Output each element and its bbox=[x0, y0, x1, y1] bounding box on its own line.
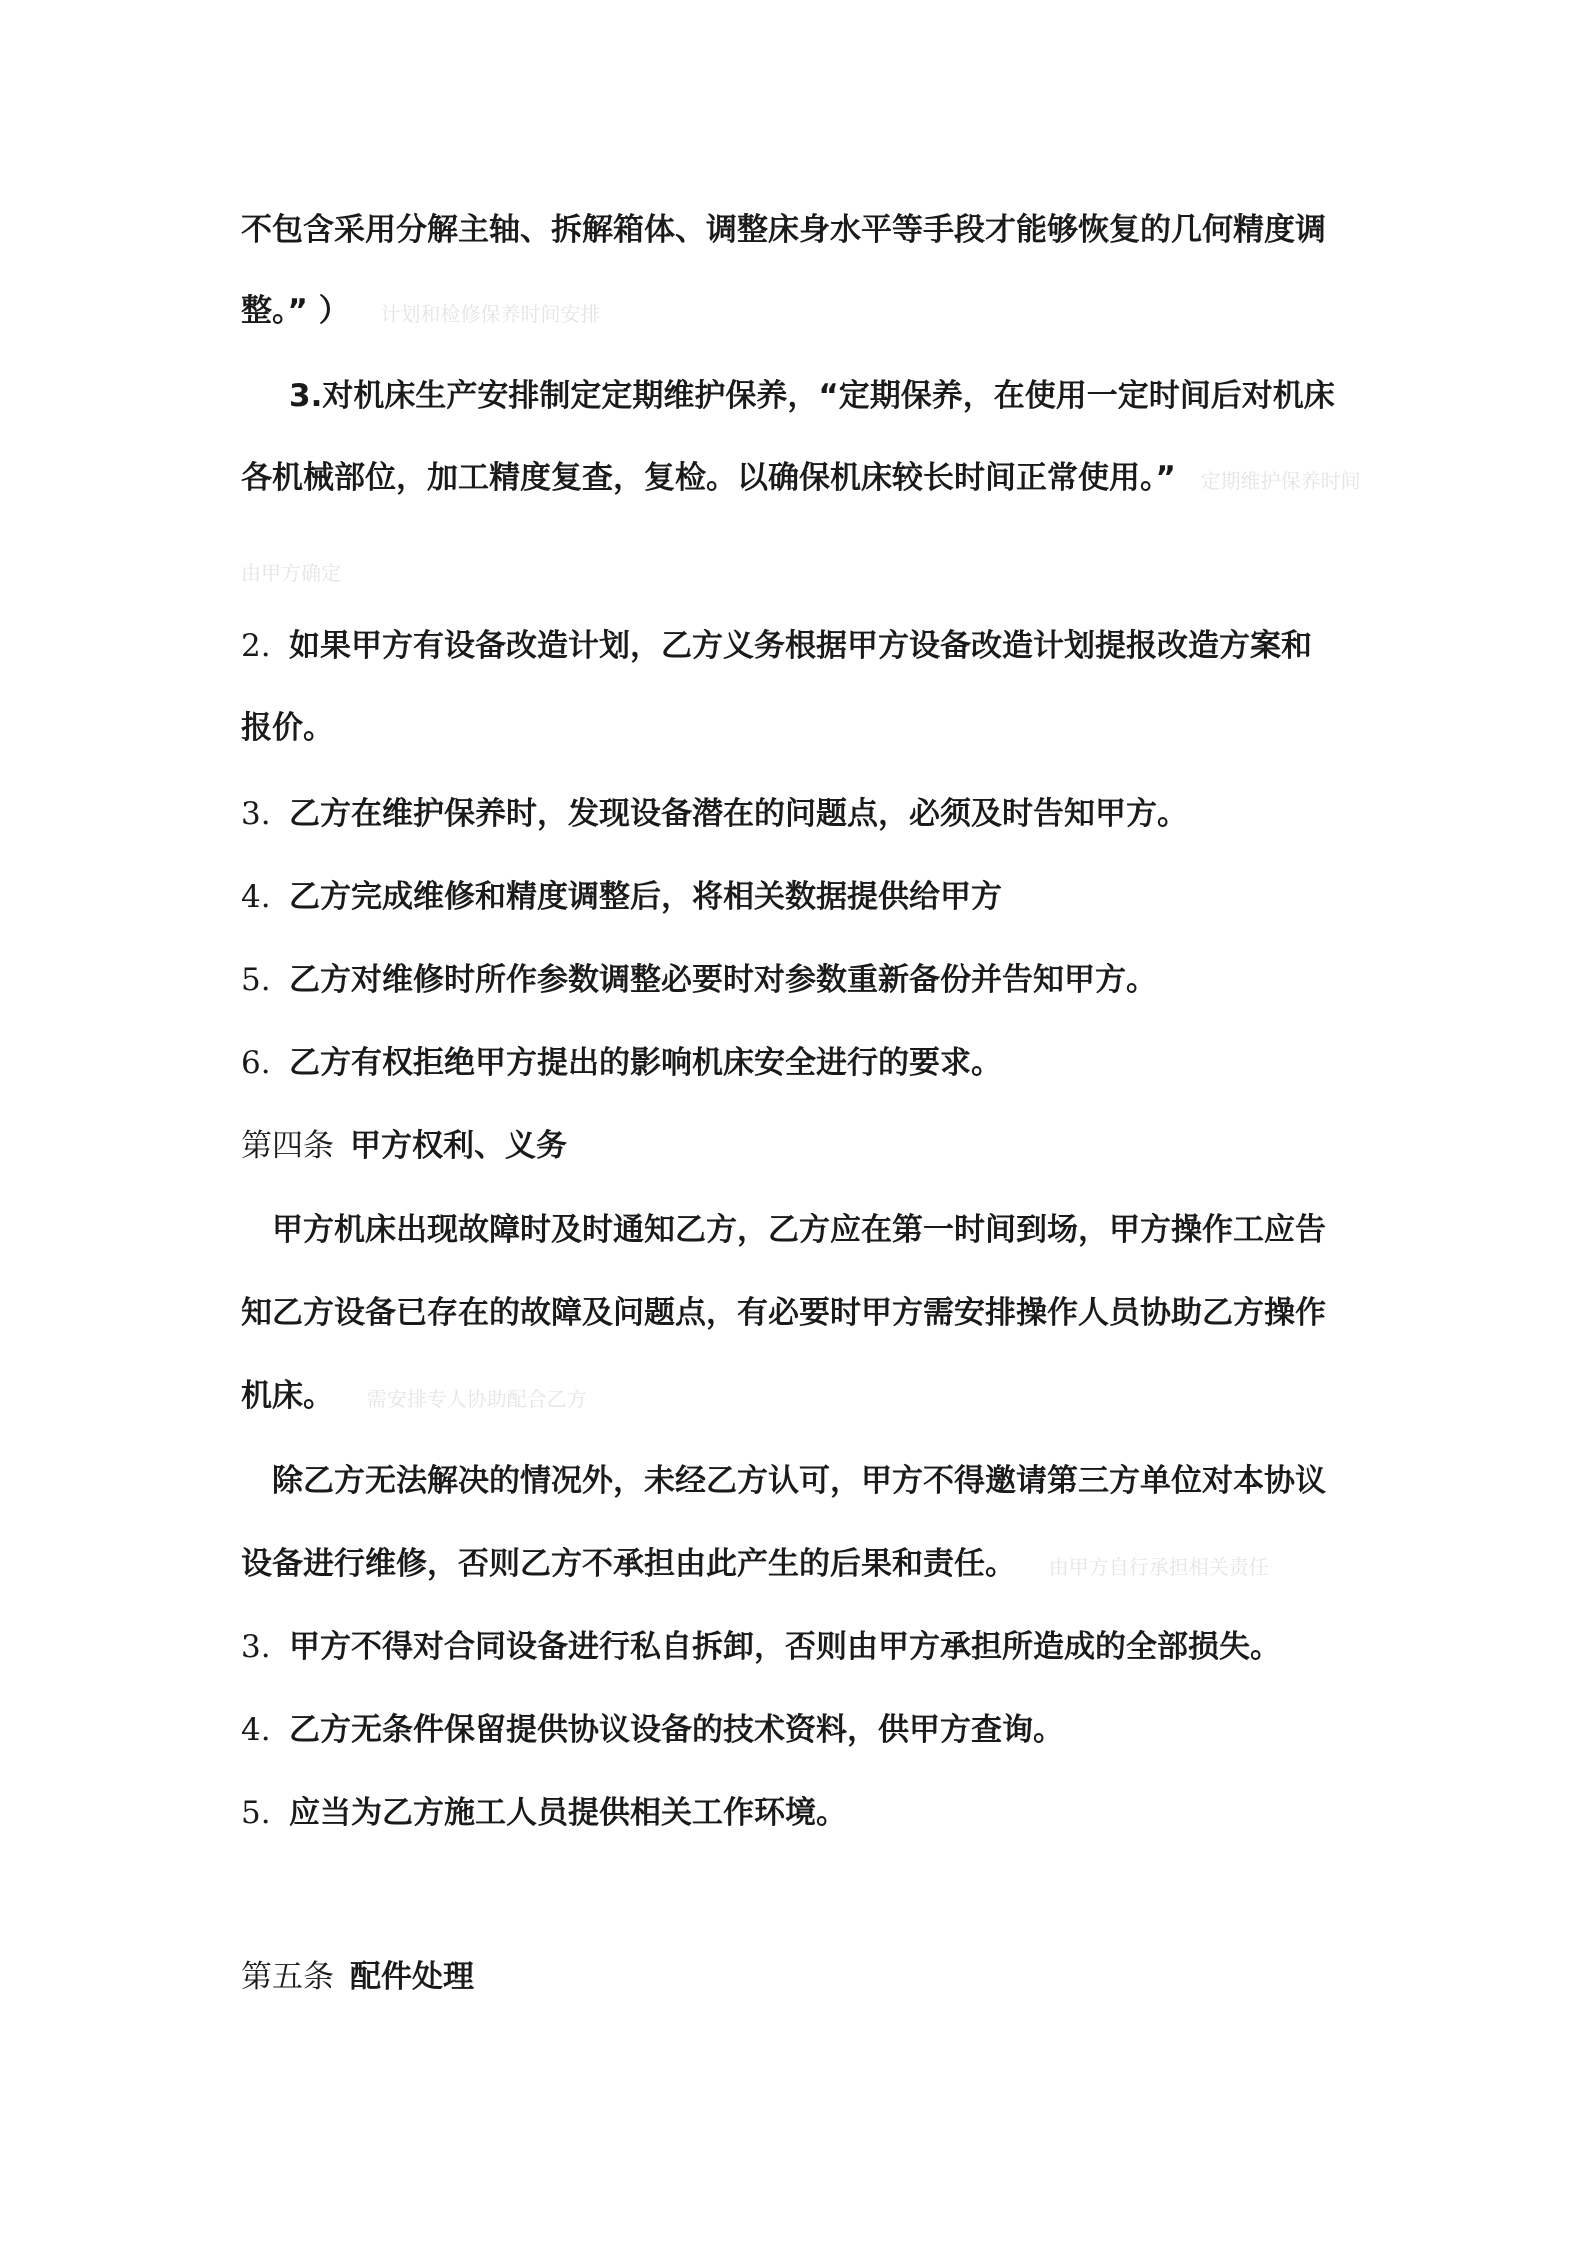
paragraph-line bbox=[241, 708, 1361, 748]
paragraph-line bbox=[241, 458, 1361, 501]
text: 乙方对维修时所作参数调整必要时对参数重新备份并告知甲方。 bbox=[289, 962, 1157, 998]
list-number: 5. bbox=[241, 962, 271, 998]
paragraph-line bbox=[241, 291, 1361, 334]
list-number: 6. bbox=[241, 1045, 271, 1081]
list-item bbox=[241, 877, 1361, 917]
text: 甲方不得对合同设备进行私自拆卸，否则由甲方承担所造成的全部损失。 bbox=[289, 1629, 1281, 1665]
paragraph-line bbox=[241, 210, 1361, 250]
paragraph-line bbox=[272, 1461, 1392, 1501]
article-heading bbox=[241, 1126, 1361, 1166]
faint-annotation: 计划和检修保养时间安排 bbox=[380, 302, 601, 326]
list-item bbox=[241, 1627, 1361, 1667]
list-item bbox=[241, 1793, 1361, 1833]
paragraph-line bbox=[241, 550, 1361, 593]
text: 3.对机床生产安排制定定期维护保养，“定期保养，在使用一定时间后对机床 bbox=[289, 378, 1335, 414]
list-item bbox=[241, 1043, 1361, 1083]
paragraph-line bbox=[272, 1210, 1392, 1250]
article-title: 甲方权利、义务 bbox=[350, 1128, 567, 1164]
text: 机床。 bbox=[241, 1378, 334, 1414]
list-number: 3. bbox=[241, 796, 271, 832]
text: 整。” ） bbox=[241, 293, 350, 329]
text: 报价。 bbox=[241, 710, 334, 746]
paragraph-line bbox=[241, 1376, 1361, 1419]
text: 知乙方设备已存在的故障及问题点，有必要时甲方需安排操作人员协助乙方操作 bbox=[241, 1295, 1326, 1331]
paragraph-line bbox=[241, 1293, 1361, 1333]
article-number: 第四条 bbox=[241, 1128, 334, 1164]
list-item bbox=[241, 960, 1361, 1000]
text: 乙方在维护保养时，发现设备潜在的问题点，必须及时告知甲方。 bbox=[289, 796, 1188, 832]
text: 不包含采用分解主轴、拆解箱体、调整床身水平等手段才能够恢复的几何精度调 bbox=[241, 212, 1326, 248]
text: 乙方无条件保留提供协议设备的技术资料，供甲方查询。 bbox=[289, 1712, 1064, 1748]
text: 各机械部位，加工精度复查，复检。以确保机床较长时间正常使用。” bbox=[241, 460, 1176, 496]
faint-annotation: 需安排专人协助配合乙方 bbox=[366, 1387, 587, 1411]
list-number: 2. bbox=[241, 628, 271, 664]
faint-annotation: 由甲方自行承担相关责任 bbox=[1048, 1555, 1269, 1579]
article-heading bbox=[241, 1957, 1361, 1997]
paragraph-line bbox=[289, 376, 1409, 416]
article-title: 配件处理 bbox=[350, 1959, 474, 1995]
faint-annotation: 定期维护保养时间 bbox=[1200, 469, 1361, 493]
text: 应当为乙方施工人员提供相关工作环境。 bbox=[289, 1795, 847, 1831]
list-item bbox=[241, 1710, 1361, 1750]
text: 如果甲方有设备改造计划，乙方义务根据甲方设备改造计划提报改造方案和 bbox=[289, 628, 1312, 664]
text: 甲方机床出现故障时及时通知乙方，乙方应在第一时间到场，甲方操作工应告 bbox=[272, 1212, 1326, 1248]
list-number: 5. bbox=[241, 1795, 271, 1831]
list-number: 3. bbox=[241, 1629, 271, 1665]
list-item bbox=[241, 794, 1361, 834]
text: 设备进行维修，否则乙方不承担由此产生的后果和责任。 bbox=[241, 1546, 1016, 1582]
text: 乙方完成维修和精度调整后，将相关数据提供给甲方 bbox=[289, 879, 1002, 915]
list-item bbox=[241, 626, 1361, 666]
paragraph-line bbox=[241, 1544, 1361, 1587]
faint-annotation: 由甲方确定 bbox=[241, 561, 341, 585]
text: 乙方有权拒绝甲方提出的影响机床安全进行的要求。 bbox=[289, 1045, 1002, 1081]
list-number: 4. bbox=[241, 879, 271, 915]
text: 除乙方无法解决的情况外，未经乙方认可，甲方不得邀请第三方单位对本协议 bbox=[272, 1463, 1326, 1499]
article-number: 第五条 bbox=[241, 1959, 334, 1995]
list-number: 4. bbox=[241, 1712, 271, 1748]
